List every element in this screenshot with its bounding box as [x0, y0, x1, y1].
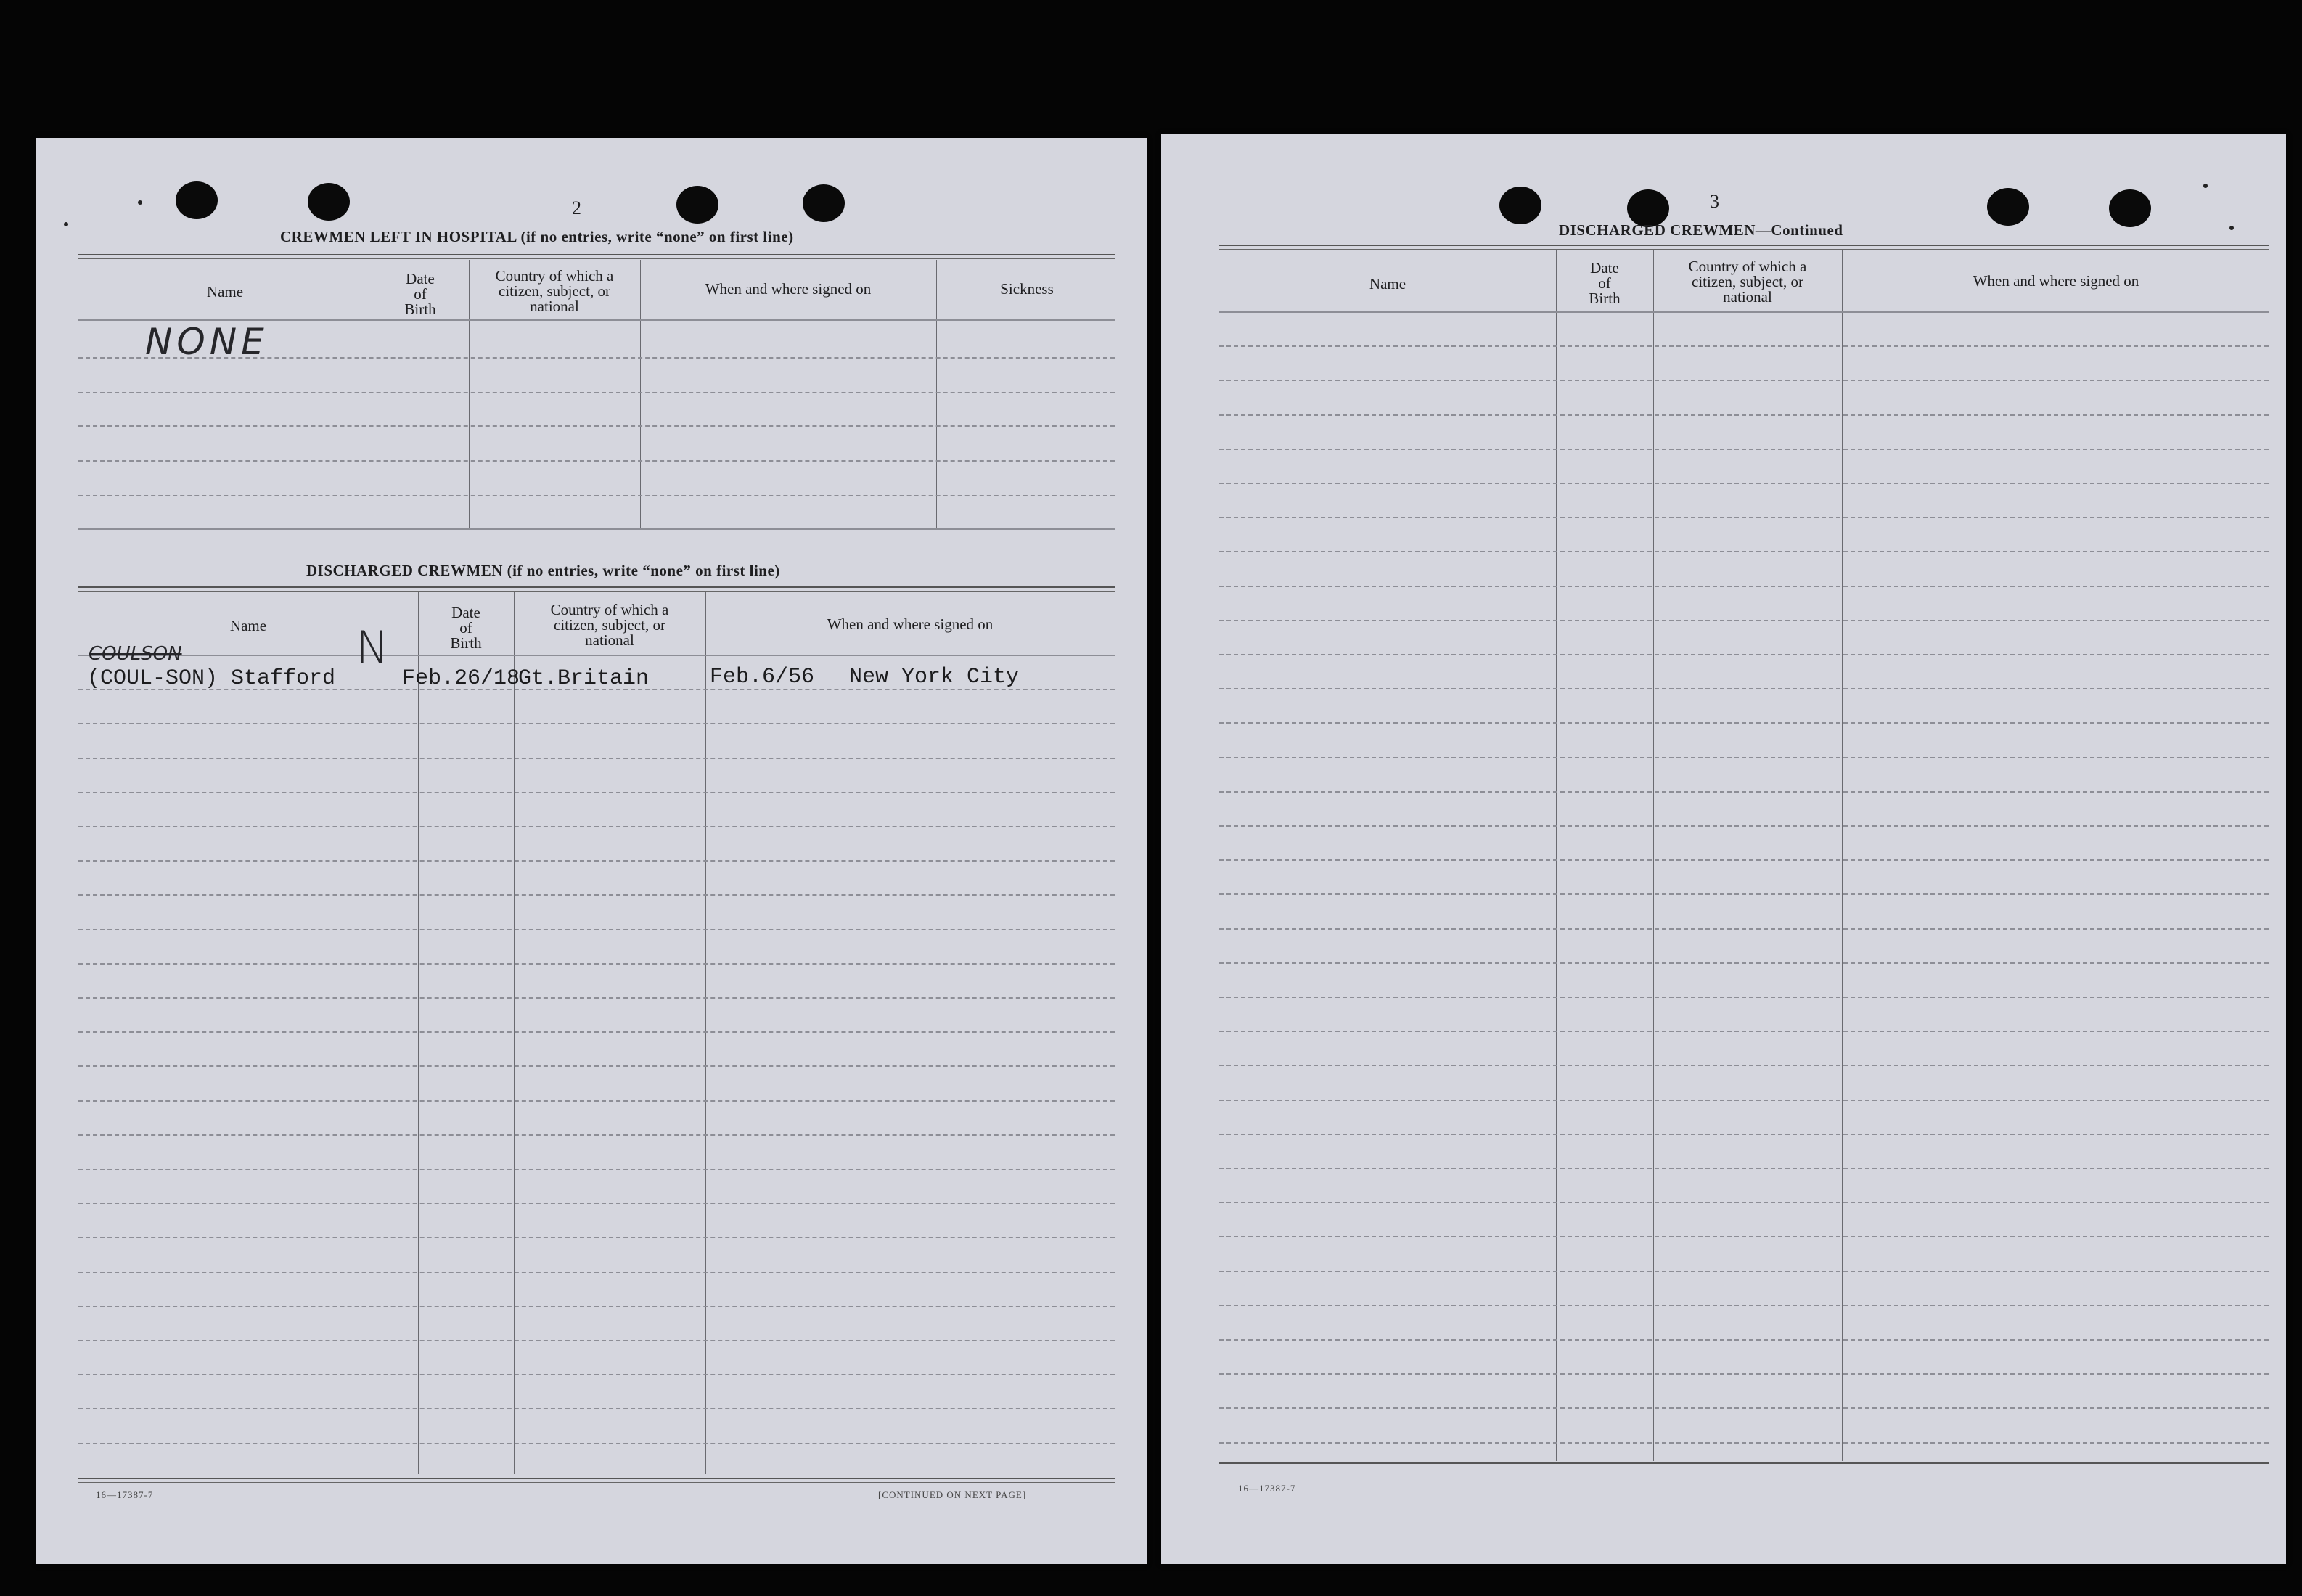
ruled-line: [1219, 757, 2269, 758]
ruled-line: [1219, 1168, 2269, 1169]
table-top-rule: [1219, 249, 2269, 250]
col-header-name: Name: [1369, 275, 1406, 292]
ruled-line: [1219, 311, 2269, 313]
form-number: 16—17387-7: [1238, 1483, 1296, 1494]
ruled-line: [1219, 688, 2269, 689]
ruled-line: [78, 1134, 1115, 1136]
ruled-line: [1219, 1134, 2269, 1135]
ruled-line: [1219, 962, 2269, 964]
hospital-section-title: CREWMEN LEFT IN HOSPITAL (if no entries, write “none” on first line): [280, 228, 794, 245]
ruled-line: [1219, 1100, 2269, 1101]
punch-hole: [1499, 187, 1541, 224]
ruled-line: [1219, 1271, 2269, 1272]
punch-hole: [308, 183, 350, 221]
ruled-line: [78, 1203, 1115, 1204]
ruled-line: [1219, 551, 2269, 552]
continued-note: [CONTINUED ON NEXT PAGE]: [878, 1489, 1027, 1500]
table-top-rule: [78, 258, 1115, 259]
crewman-country: Gt.Britain: [518, 666, 650, 691]
ruled-line: [1219, 1442, 2269, 1444]
ruled-line: [1219, 620, 2269, 621]
col-header-country: Country of which a citizen, subject, or national: [1688, 258, 1807, 306]
ruled-line: [78, 826, 1115, 827]
ruled-line: [78, 1374, 1115, 1375]
table-bottom-rule: [78, 1478, 1115, 1479]
col-header-name: Name: [206, 283, 244, 300]
form-number: 16—17387-7: [96, 1489, 154, 1500]
ruled-line: [1219, 1373, 2269, 1375]
speck: [2203, 184, 2208, 188]
discharged-table-lines: [78, 655, 1115, 1482]
ruled-line: [1219, 1236, 2269, 1237]
ruled-line: [78, 1408, 1115, 1409]
ruled-line: [1219, 722, 2269, 724]
punch-hole: [1987, 188, 2029, 226]
col-header-country: Country of which a citizen, subject, or national: [495, 267, 614, 315]
ruled-line: [1219, 1202, 2269, 1203]
col-header-name: Name: [229, 617, 267, 634]
ruled-line: [1219, 586, 2269, 587]
ruled-line: [78, 1237, 1115, 1238]
page-number: 3: [1710, 191, 1719, 212]
ruled-line: [1219, 791, 2269, 793]
speck: [2229, 226, 2234, 230]
ruled-line: [1219, 1305, 2269, 1306]
col-header-date-of-birth: Date of Birth: [1589, 259, 1621, 307]
ruled-line: [1219, 1065, 2269, 1066]
ruled-line: [1219, 928, 2269, 930]
hospital-entry-none: NONE: [145, 321, 269, 363]
punch-hole: [803, 184, 845, 222]
ruled-line: [78, 894, 1115, 896]
ruled-line: [1219, 997, 2269, 998]
col-header-signed-on: When and where signed on: [1973, 272, 2139, 290]
speck: [138, 200, 142, 205]
discharged-section-title: DISCHARGED CREWMEN (if no entries, write “none” on first line): [306, 562, 780, 579]
ruled-line: [1219, 654, 2269, 655]
punch-hole: [676, 186, 718, 224]
ruled-line: [78, 1272, 1115, 1273]
ruled-line: [78, 1306, 1115, 1307]
ruled-line: [78, 963, 1115, 965]
table-top-rule: [78, 586, 1115, 588]
punch-hole: [2109, 189, 2151, 227]
ruled-line: [78, 1031, 1115, 1033]
section-title: DISCHARGED CREWMEN—Continued: [1559, 221, 1843, 239]
ruled-line: [1219, 414, 2269, 416]
ruled-line: [1219, 517, 2269, 518]
ruled-line: [1219, 893, 2269, 895]
ruled-line: [78, 723, 1115, 724]
check-mark: N: [356, 621, 390, 674]
col-header-signed-on: When and where signed on: [705, 280, 872, 298]
ruled-line: [1219, 1339, 2269, 1341]
crewman-signed-on-date: Feb.6/56: [710, 665, 815, 689]
ruled-line: [78, 655, 1115, 656]
col-header-date-of-birth: Date of Birth: [450, 604, 482, 652]
ruled-line: [1219, 1031, 2269, 1032]
ruled-line: [78, 1443, 1115, 1444]
page-number: 2: [572, 197, 581, 218]
table-top-rule: [1219, 245, 2269, 246]
ruled-line: [1219, 859, 2269, 861]
ruled-line: [78, 1169, 1115, 1170]
table-bottom-rule: [1219, 1462, 2269, 1464]
col-header-sickness: Sickness: [1000, 280, 1054, 298]
ruled-line: [1219, 380, 2269, 381]
col-header-signed-on: When and where signed on: [827, 615, 994, 633]
ruled-line: [78, 792, 1115, 793]
ruled-line: [78, 1065, 1115, 1067]
continued-table-lines: [1219, 311, 2269, 1465]
table-top-rule: [78, 254, 1115, 255]
handwritten-surname: COULSON: [89, 643, 182, 665]
crewman-name: (COUL-SON) Stafford: [87, 666, 336, 691]
col-header-country: Country of which a citizen, subject, or national: [550, 601, 669, 649]
left-page: [36, 138, 1147, 1564]
table-top-rule: [78, 591, 1115, 592]
crewman-date-of-birth: Feb.26/18: [402, 666, 520, 691]
ruled-line: [1219, 483, 2269, 484]
punch-hole: [176, 181, 218, 219]
ruled-line: [1219, 1407, 2269, 1409]
ruled-line: [78, 860, 1115, 862]
crewman-signed-on-place: New York City: [849, 665, 1020, 689]
speck: [64, 222, 68, 226]
ruled-line: [1219, 345, 2269, 347]
ruled-line: [78, 1340, 1115, 1341]
ruled-line: [78, 997, 1115, 999]
ruled-line: [78, 929, 1115, 930]
table-bottom-rule: [78, 1482, 1115, 1483]
ruled-line: [78, 1100, 1115, 1102]
ruled-line: [1219, 825, 2269, 827]
ruled-line: [78, 758, 1115, 759]
col-header-date-of-birth: Date of Birth: [404, 270, 436, 318]
right-page: [1161, 134, 2286, 1564]
ruled-line: [1219, 449, 2269, 450]
